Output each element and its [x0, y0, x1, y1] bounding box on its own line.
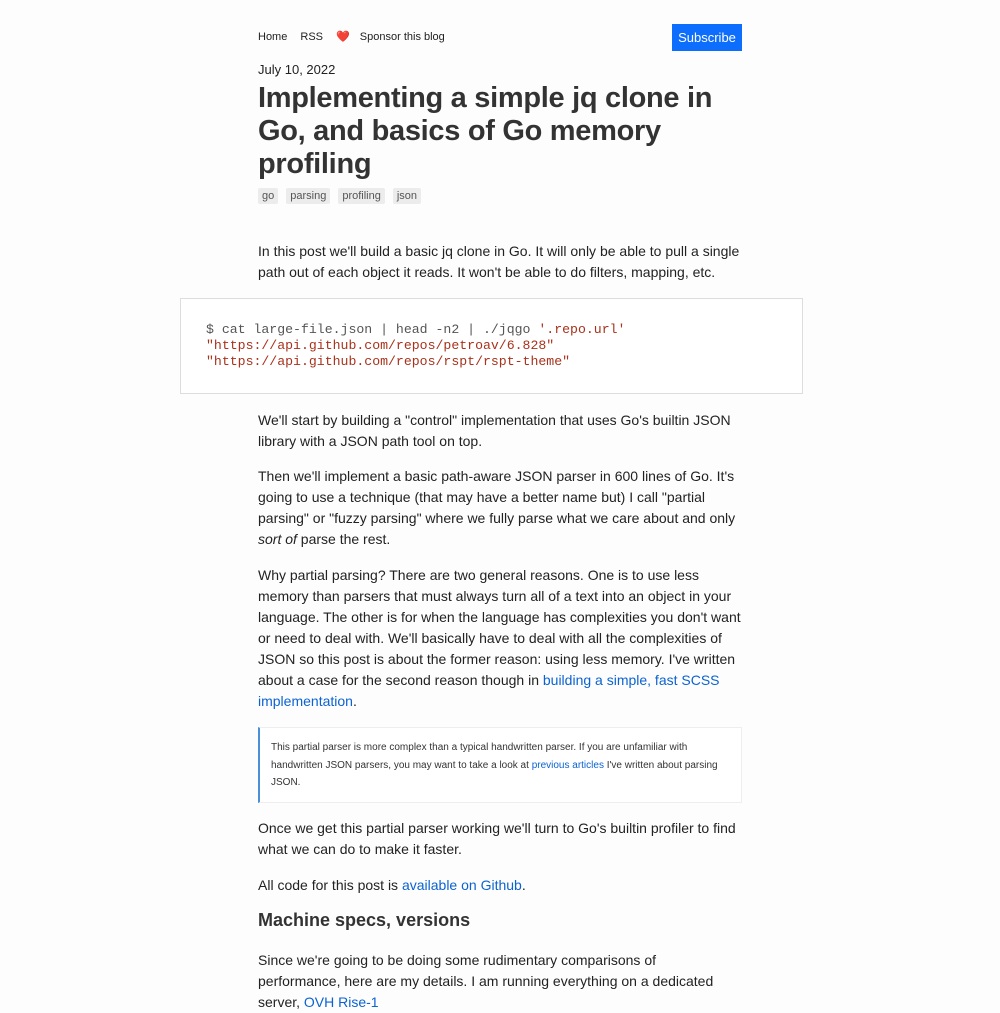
code-arg: '.repo.url': [538, 322, 626, 337]
paragraph-code-end: .: [521, 877, 526, 893]
tag-json[interactable]: json: [393, 188, 421, 204]
code-output-1: "https://api.github.com/repos/petroav/6.828": [206, 338, 555, 353]
code-output-2: "https://api.github.com/repos/rspt/rspt-theme": [206, 354, 571, 369]
paragraph-why-text: Why partial parsing? There are two general reasons. One is to use less memory than parsers that must always turn all of a text into an object in your language. The other is for when the language has complexities you don't want or need to deal with. We'll basically have to deal with all the complexities of JSON so this post is about the former reason: using less memory. I've written about a case for the second reason though in: [258, 567, 741, 688]
code-prompt: $ cat large-file.json | head -n2 | ./jqgo: [206, 322, 539, 337]
paragraph-code-text: All code for this post is: [258, 877, 402, 893]
paragraph-parser-text: Then we'll implement a basic path-aware JSON parser in 600 lines of Go. It's going to use a technique (that may have a better name but) I call "partial parsing" or "fuzzy parsing" where we fully parse what we care about and only: [258, 468, 736, 526]
post-date: July 10, 2022: [258, 62, 336, 77]
tag-go[interactable]: go: [258, 188, 278, 204]
github-link[interactable]: available on Github: [401, 877, 522, 893]
heart-icon: ❤️: [336, 31, 350, 43]
paragraph-parser: [258, 466, 742, 550]
nav-sponsor-label: Sponsor this blog: [359, 31, 445, 43]
nav-rss-link[interactable]: RSS: [300, 31, 324, 43]
paragraph-parser-end: parse the rest.: [296, 531, 391, 547]
tag-list: [258, 186, 429, 204]
paragraph-why-end: .: [352, 693, 357, 709]
paragraph-code-link: [258, 875, 742, 896]
code-block: [180, 298, 803, 394]
ovh-link[interactable]: OVH Rise-1: [303, 994, 379, 1010]
paragraph-profiler-text: Once we get this partial parser working we'll turn to Go's builtin profiler to find what we can do to make it faster.: [258, 820, 736, 857]
previous-articles-link[interactable]: previous articles: [531, 759, 604, 771]
tag-parsing[interactable]: parsing: [286, 188, 330, 204]
note-text: This partial parser is more complex than a typical handwritten parser. If you are unfamiliar with handwritten JSON parsers, you may want to take a look at: [271, 742, 688, 771]
paragraph-control: [258, 410, 742, 452]
nav-home-link[interactable]: Home: [258, 31, 288, 43]
paragraph-specs-text: Since we're going to be doing some rudimentary comparisons of performance, here are my details. I am running everything on a dedicated server,: [258, 952, 714, 1010]
info-note: [258, 727, 742, 803]
intro-paragraph: [258, 241, 742, 283]
top-nav: [258, 30, 465, 43]
subscribe-button[interactable]: Subscribe: [672, 24, 742, 51]
paragraph-profiler: [258, 818, 742, 860]
nav-sponsor-link[interactable]: [336, 31, 455, 43]
scss-article-link[interactable]: building a simple, fast SCSS implementation: [258, 672, 720, 709]
paragraph-control-text: We'll start by building a "control" implementation that uses Go's builtin JSON library with a JSON path tool on top.: [258, 412, 731, 449]
section-heading: Machine specs, versions: [258, 910, 471, 930]
emphasis-sort-of: sort of: [258, 531, 297, 547]
intro-text: In this post we'll build a basic jq clone in Go. It will only be able to pull a single path out of each object it reads. It won't be able to do filters, mapping, etc.: [258, 243, 740, 280]
post-title: Implementing a simple jq clone in Go, and basics of Go memory profiling: [258, 82, 713, 180]
paragraph-specs: [258, 950, 742, 1013]
paragraph-why: [258, 565, 742, 712]
tag-profiling[interactable]: profiling: [338, 188, 385, 204]
note-text-end: I've written about parsing JSON.: [271, 759, 718, 788]
